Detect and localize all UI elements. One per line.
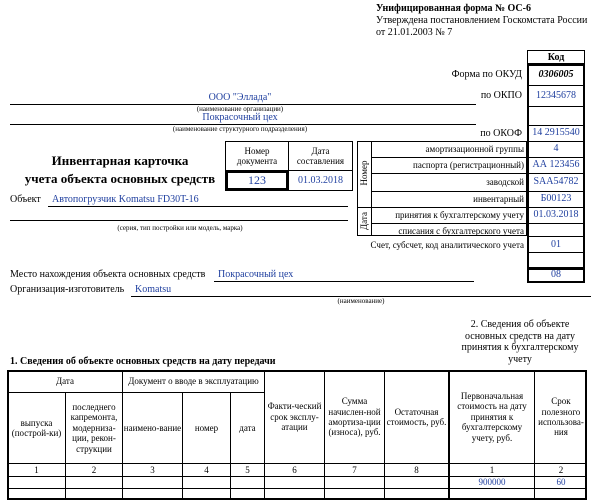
location-label: Место нахождения объекта основных средств bbox=[10, 269, 206, 280]
h-release: выпуска (построй-ки) bbox=[11, 417, 62, 438]
h-number: номер bbox=[194, 422, 219, 433]
account-value: 01 bbox=[551, 239, 561, 250]
form-title: Унифицированная форма № ОС-6 bbox=[376, 3, 531, 14]
okof-value: 14 2915540 bbox=[532, 127, 580, 138]
term-value: 60 bbox=[556, 477, 566, 488]
h-date2: дата bbox=[239, 422, 256, 433]
passport-value: АА 123456 bbox=[532, 159, 580, 170]
h-residual: Остаточная стоимость, руб. bbox=[386, 406, 447, 427]
manufacturer-label: Организация-изготовитель bbox=[10, 284, 125, 295]
object-value: Автопогрузчик Komatsu FD30T-16 bbox=[52, 194, 199, 205]
number-date-block bbox=[357, 141, 527, 236]
factory-value: SAA54782 bbox=[533, 176, 579, 187]
doc-num-value: 123 bbox=[226, 171, 288, 190]
location-code: 08 bbox=[551, 269, 561, 280]
amort-group-value: 4 bbox=[553, 143, 559, 154]
side-label-data: Дата bbox=[359, 212, 369, 230]
h-date: Дата bbox=[56, 376, 74, 387]
h-actual: Факти-ческий срок эксплу-атации bbox=[267, 401, 322, 433]
inventory-label: инвентарный bbox=[473, 194, 524, 204]
num-col-2: 2 bbox=[91, 464, 97, 475]
org-name-caption: (наименование организации) bbox=[196, 105, 284, 113]
approved-line-1: Утверждена постановлением Госкомстата России bbox=[376, 15, 588, 26]
h-initial: Первоначальная стоимость на дату принятия к бухгалтерскому учету, руб. bbox=[457, 391, 527, 443]
initial-value: 900000 bbox=[478, 477, 506, 488]
h-amort: Сумма начислен-ной амортиза-ции (износа), руб. bbox=[328, 396, 381, 438]
num-col-3: 3 bbox=[150, 464, 155, 475]
kod-label: Код bbox=[547, 52, 565, 63]
kod-header-cell bbox=[527, 50, 585, 64]
accept-label: принятия к бухгалтерскому учету bbox=[395, 210, 524, 220]
amort-group-label: амортизационной группы bbox=[425, 144, 524, 154]
passport-label: паспорта (регистрационный) bbox=[413, 160, 524, 170]
accept-value: 01.03.2018 bbox=[533, 209, 579, 220]
object-caption: (серия, тип постройки или модель, марка) bbox=[117, 224, 243, 232]
org-division: Покрасочный цех bbox=[202, 112, 278, 123]
doc-date-label: Дата составления bbox=[296, 145, 345, 166]
writeoff-label: списания с бухгалтерского учета bbox=[398, 226, 524, 236]
location-value: Покрасочный цех bbox=[218, 269, 294, 280]
section2-title: 2. Сведения об объекте основных средств на дату принятия к бухгалтерскому учету bbox=[461, 319, 579, 365]
doc-date-value: 01.03.2018 bbox=[298, 174, 343, 186]
okud-label: Форма по ОКУД bbox=[451, 69, 522, 80]
factory-label: заводской bbox=[486, 177, 524, 187]
h-overhaul: последнего капремонта, модерниза-ции, рекон-струкции bbox=[70, 402, 118, 454]
object-label: Объект bbox=[10, 194, 41, 205]
account-label: Счет, субсчет, код аналитического учета bbox=[370, 240, 524, 250]
okpo-value: 12345678 bbox=[536, 90, 576, 101]
h-doc: Документ о вводе в эксплуатацию bbox=[128, 376, 259, 387]
h-name: наимено-вание bbox=[123, 422, 182, 433]
num-col-4: 4 bbox=[204, 464, 209, 475]
side-label-nomer: Номер bbox=[359, 160, 369, 186]
approved-line-2: от 21.01.2003 № 7 bbox=[376, 27, 453, 38]
manufacturer-value: Komatsu bbox=[135, 284, 172, 295]
inventory-value: Б00123 bbox=[540, 193, 572, 204]
num-col-6: 6 bbox=[292, 464, 297, 475]
num-col-1: 1 bbox=[34, 464, 39, 475]
org-name: ООО "Эллада" bbox=[208, 92, 272, 103]
manufacturer-caption: (наименование) bbox=[337, 297, 385, 305]
num-s2-col-2: 2 bbox=[558, 464, 564, 475]
card-title-line-1: Инвентарная карточка bbox=[51, 153, 189, 168]
okpo-label: по ОКПО bbox=[480, 90, 522, 101]
num-col-8: 8 bbox=[414, 464, 419, 475]
org-division-caption: (наименование структурного подразделения) bbox=[172, 125, 308, 133]
section1-title: 1. Сведения об объекте основных средств на дату передачи bbox=[10, 356, 276, 367]
h-term: Срок полезного использова-ния bbox=[538, 396, 584, 438]
card-title-line-2: учета объекта основных средств bbox=[24, 171, 216, 186]
num-s2-col-1: 1 bbox=[489, 464, 495, 475]
okud-value: 0306005 bbox=[538, 69, 574, 80]
num-col-7: 7 bbox=[352, 464, 357, 475]
okof-label: по ОКОФ bbox=[480, 128, 522, 139]
num-col-5: 5 bbox=[245, 464, 250, 475]
doc-num-label: Номер документа bbox=[236, 145, 278, 166]
